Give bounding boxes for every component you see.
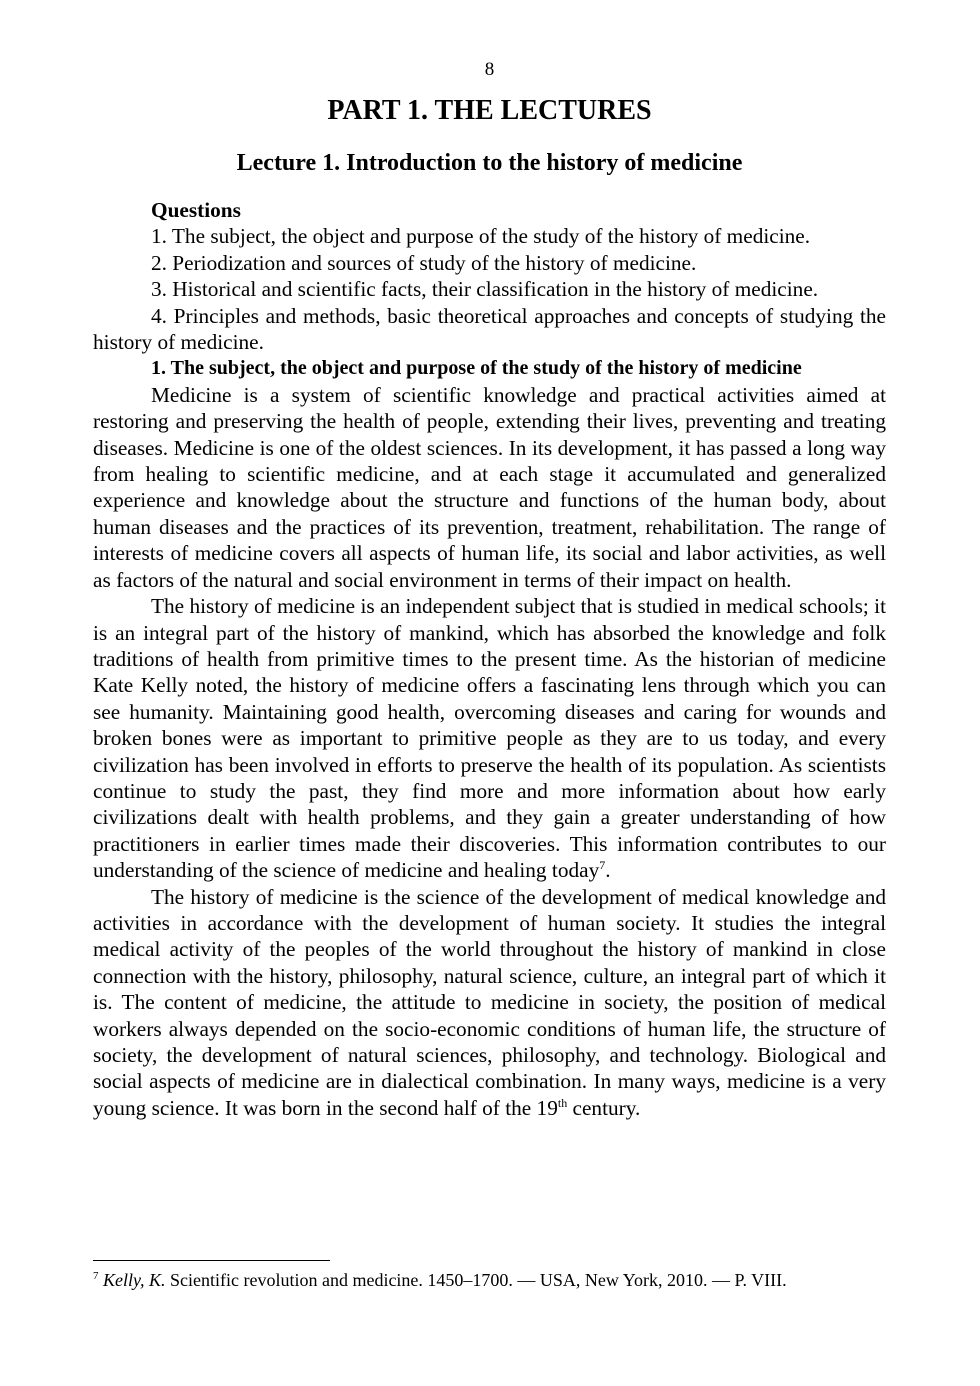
lecture-title: Lecture 1. Introduction to the history of medicine <box>236 150 743 176</box>
footnote-text: Scientific revolution and medicine. 1450–1700. — USA, New York, 2010. — P. VIII. <box>165 1270 787 1290</box>
question-item: 3. Historical and scientific facts, their classification in the history of medicine. <box>151 277 819 302</box>
paragraph-text: The history of medicine is an independent subject that is studied in medical schools; it is an integral part of the history of mankind, which has absorbed the knowledge and folk traditions of health from primitive times to the present time. As the historian of medicine Kate Kelly noted, the history of medicine offers a fascinating lens through which you can see humanity. Maintaining good health, overcoming diseases and caring for wounds and broken bones were as important to primitive people as they are to us today, and every civilization has been involved in efforts to preserve the health of its population. As scientists continue to study the past, they find more and more information about how early civilizations dealt with health problems, and they gain a greater understanding of how practitioners in earlier times made their discoveries. This information contributes to our understanding of the science of medicine and healing today <box>93 594 886 883</box>
footnote-number: 7 <box>93 1270 99 1282</box>
body-paragraph <box>93 593 886 883</box>
paragraph-text: The history of medicine is the science of the development of medical knowledge and activities in accordance with the development of human society. It studies the integral medical activity of the peoples of the world throughout the history of mankind in close connection with the history, philosophy, natural science, culture, an integral part of which it is. The content of medicine, the attitude to medicine in society, the position of medical workers always depended on the socio-economic conditions of human life, the structure of society, the development of natural sciences, philosophy, and technology. Biological and social aspects of medicine are in dialectical combination. In many ways, medicine is a very young science. It was born in the second half of the 19 <box>93 884 886 1120</box>
footnote-reference[interactable]: 7 <box>599 858 606 873</box>
page-number: 8 <box>484 59 495 80</box>
paragraph-text-end: century. <box>567 1095 641 1120</box>
part-title: PART 1. THE LECTURES <box>327 95 652 126</box>
section-heading: 1. The subject, the object and purpose of the study of the history of medicine <box>151 357 802 380</box>
footnote-separator <box>93 1260 330 1261</box>
ordinal-superscript: th <box>557 1095 568 1110</box>
footnote <box>93 1268 886 1292</box>
question-item: 1. The subject, the object and purpose of the study of the history of medicine. <box>151 224 811 249</box>
footnote-author: Kelly, K. <box>103 1270 166 1290</box>
question-item: 2. Periodization and sources of study of the history of medicine. <box>151 250 697 275</box>
question-item: 4. Principles and methods, basic theoretical approaches and concepts of studying the history of medicine. <box>93 303 886 355</box>
body-paragraph <box>93 884 886 1122</box>
paragraph-text-end: . <box>605 858 611 883</box>
lecture-content <box>93 197 886 1121</box>
questions-heading: Questions <box>151 198 241 222</box>
body-paragraph: Medicine is a system of scientific knowledge and practical activities aimed at restoring and preserving the health of people, extending their lives, preventing and treating diseases. Medicine is one of the oldest sciences. In its development, it has passed a long way from healing to scientific medicine, and at each stage it accumulated and generalized experience and knowledge about the structure and functions of the human body, about human diseases and the practices of its prevention, treatment, rehabilitation. The range of interests of medicine covers all aspects of human life, its social and labor activities, as well as factors of the natural and social environment in terms of their impact on health. <box>93 382 886 592</box>
